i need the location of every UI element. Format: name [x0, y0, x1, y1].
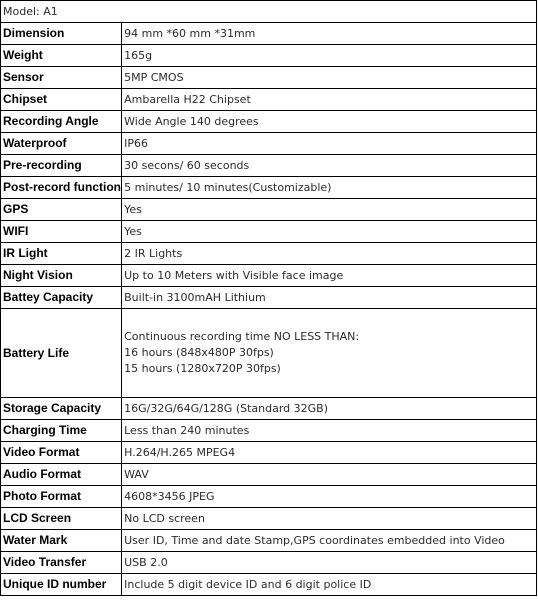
spec-label: Dimension [1, 23, 122, 45]
spec-value: 16G/32G/64G/128G (Standard 32GB) [122, 398, 537, 420]
spec-label: Unique ID number [1, 574, 122, 596]
spec-row-charging-time [1, 420, 537, 442]
spec-label: WIFI [1, 221, 122, 243]
spec-value: Wide Angle 140 degrees [122, 111, 537, 133]
spec-value [122, 309, 537, 398]
spec-row-lcd-screen [1, 508, 537, 530]
spec-row-audio-format [1, 464, 537, 486]
spec-row-post-record [1, 177, 537, 199]
spec-row-unique-id [1, 574, 537, 596]
spec-label: Battery Life [1, 309, 122, 398]
model-title: Model: A1 [1, 1, 537, 23]
spec-value: Yes [122, 199, 537, 221]
spec-value: 4608*3456 JPEG [122, 486, 537, 508]
spec-row-video-transfer [1, 552, 537, 574]
spec-label: IR Light [1, 243, 122, 265]
spec-value: 5MP CMOS [122, 67, 537, 89]
spec-label: Charging Time [1, 420, 122, 442]
spec-row-chipset [1, 89, 537, 111]
spec-value: Ambarella H22 Chipset [122, 89, 537, 111]
spec-value: WAV [122, 464, 537, 486]
spec-row-battery-life [1, 309, 537, 398]
spec-row-weight [1, 45, 537, 67]
spec-value: Yes [122, 221, 537, 243]
spec-value: 94 mm *60 mm *31mm [122, 23, 537, 45]
battery-life-line: 15 hours (1280x720P 30fps) [124, 362, 281, 375]
spec-row-video-format [1, 442, 537, 464]
spec-value: Include 5 digit device ID and 6 digit police ID [122, 574, 537, 596]
spec-label: Video Transfer [1, 552, 122, 574]
spec-label: Pre-recording [1, 155, 122, 177]
spec-value: 2 IR Lights [122, 243, 537, 265]
spec-label: Recording Angle [1, 111, 122, 133]
battery-life-line: 16 hours (848x480P 30fps) [124, 346, 274, 359]
spec-value: 5 minutes/ 10 minutes(Customizable) [122, 177, 537, 199]
spec-row-photo-format [1, 486, 537, 508]
spec-label: Storage Capacity [1, 398, 122, 420]
spec-label: Post-record function [1, 177, 122, 199]
spec-row-dimension [1, 23, 537, 45]
spec-label: Audio Format [1, 464, 122, 486]
spec-row-ir-light [1, 243, 537, 265]
spec-label: Sensor [1, 67, 122, 89]
spec-value: H.264/H.265 MPEG4 [122, 442, 537, 464]
spec-label: Chipset [1, 89, 122, 111]
spec-label: Photo Format [1, 486, 122, 508]
spec-row-wifi [1, 221, 537, 243]
model-row [1, 1, 537, 23]
spec-label: Water Mark [1, 530, 122, 552]
spec-value: Built-in 3100mAH Lithium [122, 287, 537, 309]
spec-row-water-mark [1, 530, 537, 552]
spec-row-night-vision [1, 265, 537, 287]
spec-value: User ID, Time and date Stamp,GPS coordinates embedded into Video [122, 530, 537, 552]
spec-value: IP66 [122, 133, 537, 155]
spec-label: Weight [1, 45, 122, 67]
spec-label: GPS [1, 199, 122, 221]
spec-row-waterproof [1, 133, 537, 155]
spec-row-battery-capacity [1, 287, 537, 309]
spec-row-gps [1, 199, 537, 221]
spec-label: Video Format [1, 442, 122, 464]
spec-value: Less than 240 minutes [122, 420, 537, 442]
spec-value: Up to 10 Meters with Visible face image [122, 265, 537, 287]
battery-life-line: Continuous recording time NO LESS THAN: [124, 330, 360, 343]
spec-value: No LCD screen [122, 508, 537, 530]
spec-label: Night Vision [1, 265, 122, 287]
spec-value: USB 2.0 [122, 552, 537, 574]
spec-label: LCD Screen [1, 508, 122, 530]
spec-label: Battey Capacity [1, 287, 122, 309]
spec-row-sensor [1, 67, 537, 89]
spec-row-recording-angle [1, 111, 537, 133]
spec-row-pre-recording [1, 155, 537, 177]
spec-value: 165g [122, 45, 537, 67]
spec-row-storage-capacity [1, 398, 537, 420]
spec-label: Waterproof [1, 133, 122, 155]
spec-value: 30 secons/ 60 seconds [122, 155, 537, 177]
